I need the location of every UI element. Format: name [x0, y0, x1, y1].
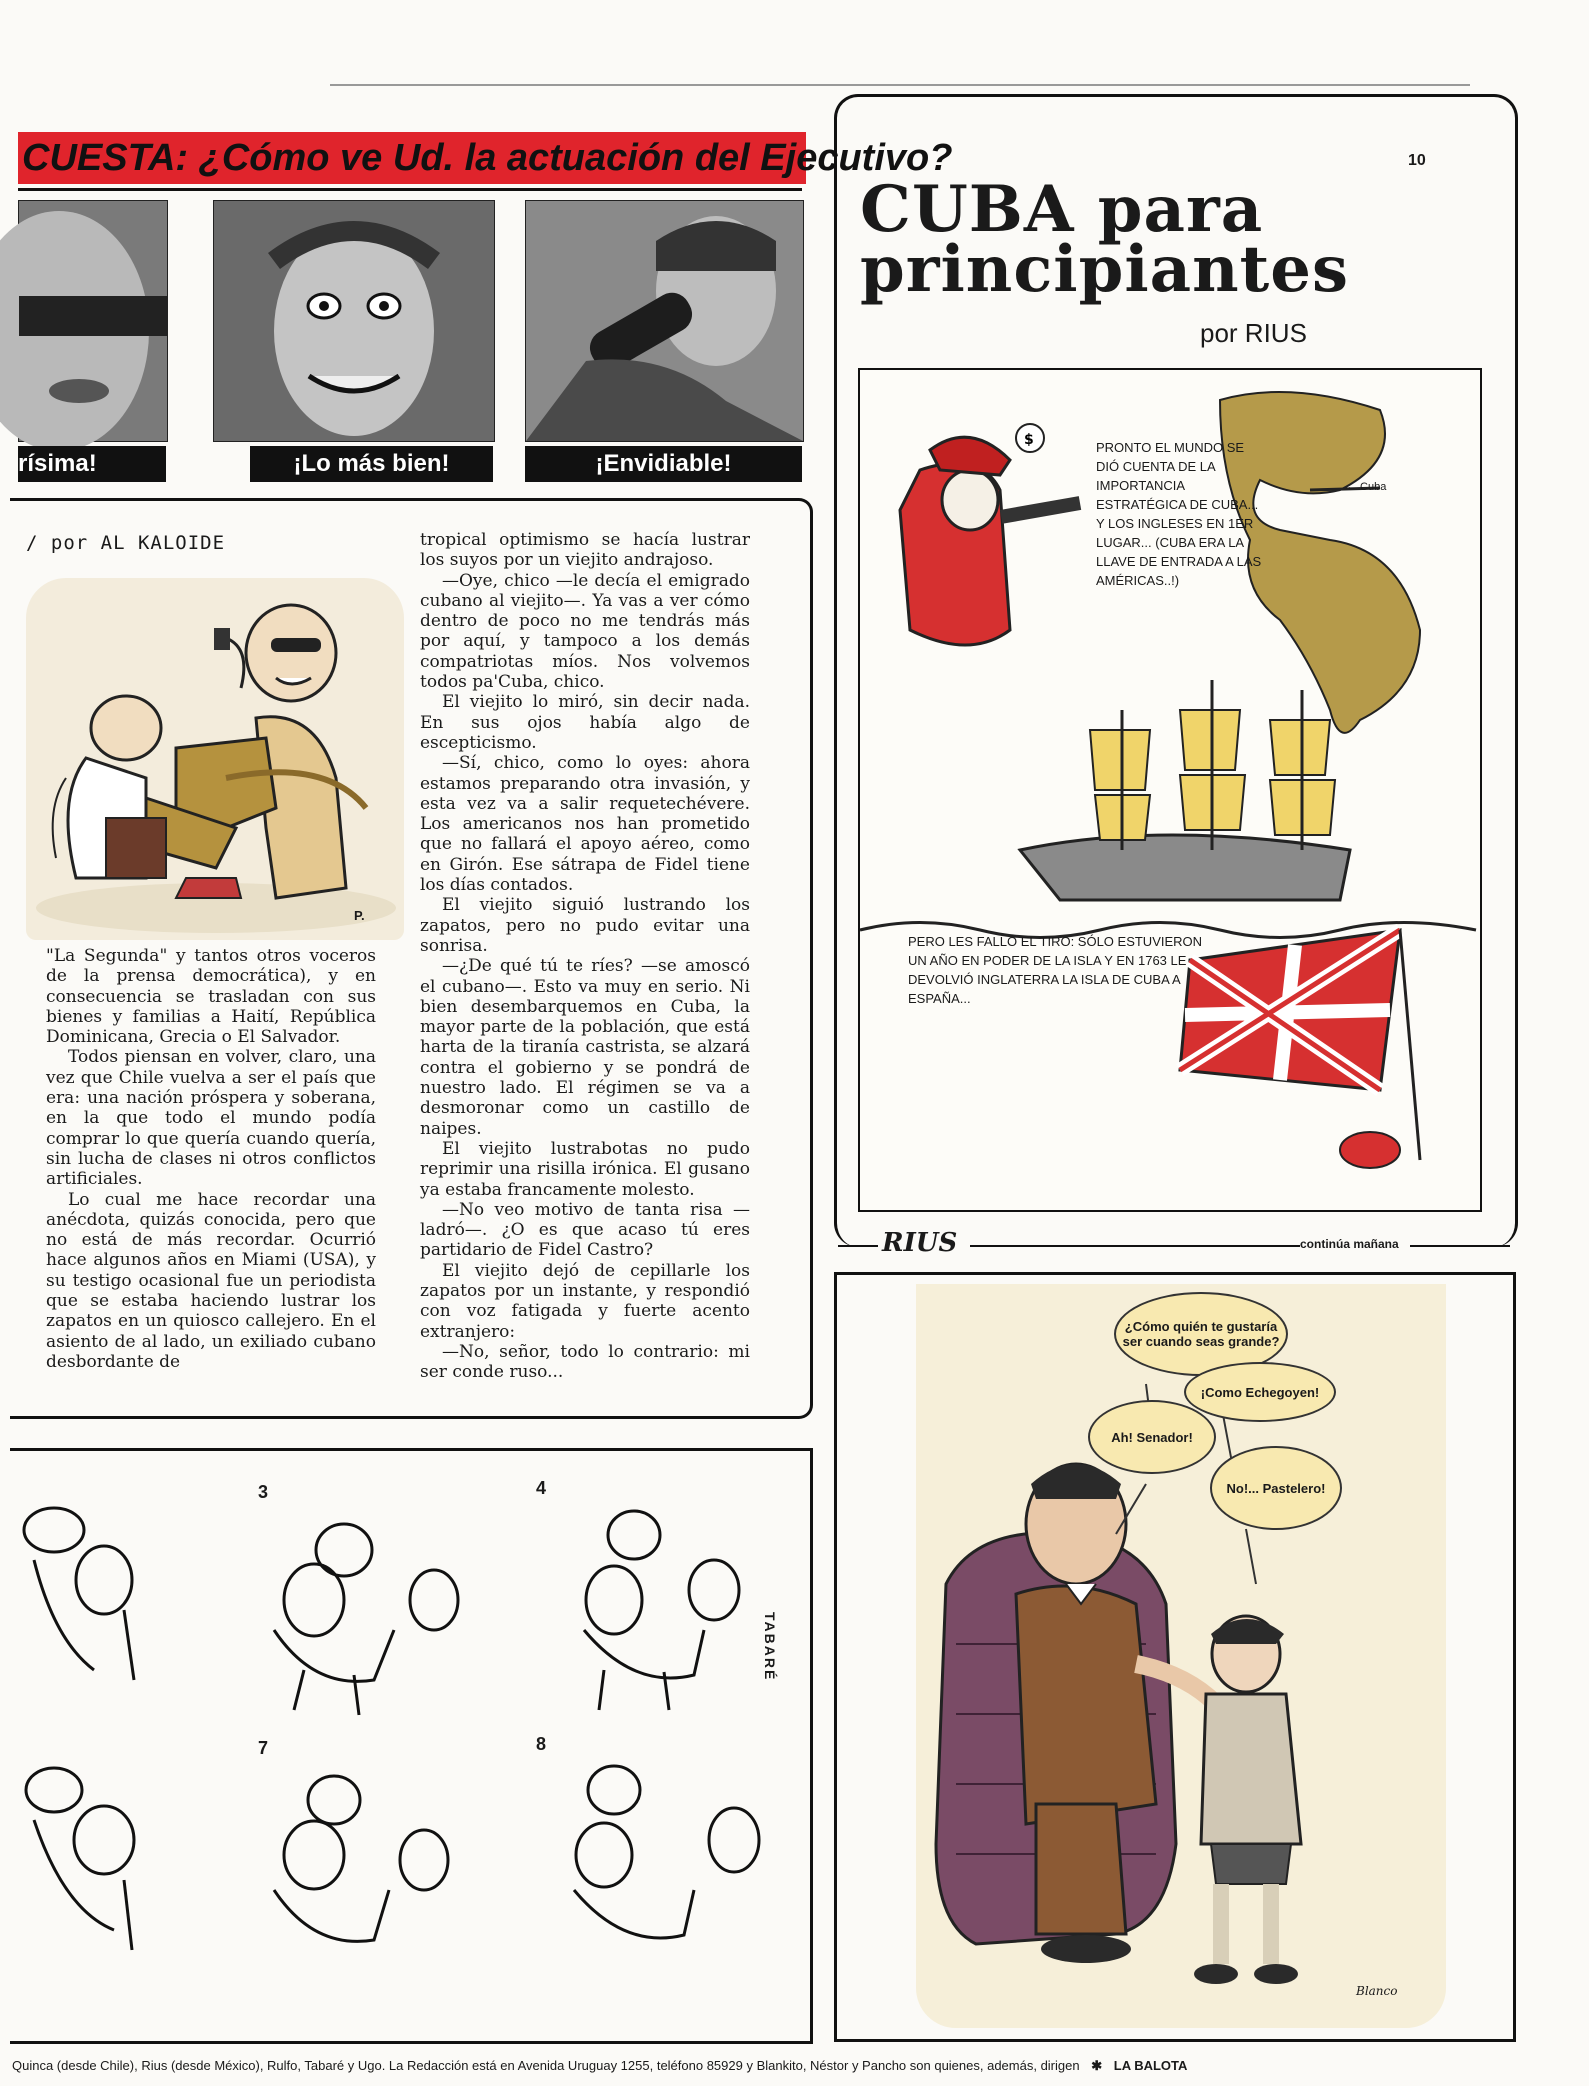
article-right-para-5: El viejito siguió lustrando los zapatos, pero no pudo evitar una sonrisa.: [420, 895, 750, 956]
article-left-para-3: Lo cual me hace recordar una anécdota, quizás conocida, pero que no está de más recordar. Ocurrió hace algunos años en Miami (USA), y su testigo ocasional fue un periodista que se estaba haciendo lustrar los zapatos en un quiosco callejero. En el asiento de al lado, un exiliado cubano desbordante de: [46, 1189, 376, 1372]
strip-drawings: [14, 1460, 804, 2030]
cuba-signature: RIUS: [882, 1228, 958, 1258]
top-rule: [330, 84, 1470, 86]
article-right-para-8: —No veo motivo de tanta risa —ladró—. ¿O es que acaso tú eres partidario de Fidel Castro?: [420, 1199, 750, 1261]
footer-star-icon: ✱: [1091, 2058, 1103, 2073]
cuba-rule-2: [970, 1245, 1300, 1247]
strip-number-8: 8: [536, 1734, 547, 1754]
right-cartoon-bubble-1: ¿Cómo quién te gustaría ser cuando seas grande?: [1114, 1292, 1288, 1376]
encuesta-photo-2: [213, 200, 495, 442]
footer-brand: LA BALOTA: [1113, 2058, 1188, 2073]
cuba-text-1: PRONTO EL MUNDO SE DIÓ CUENTA DE LA IMPORTANCIA ESTRATÉGICA DE CUBA... Y LOS INGLESES EN 1ER LUGAR... (CUBA ERA LA LLAVE DE ENTRADA A LAS AMÉRICAS..!): [1096, 440, 1262, 588]
article-left-para-1: "La Segunda" y tantos otros voceros de la prensa democrática), y en consecuencia se trasladan con sus bienes y familias a Haití, República Dominicana, Grecia o El Salvador.: [46, 946, 376, 1048]
right-cartoon-bubble-2: ¡Como Echegoyen!: [1184, 1362, 1336, 1422]
encuesta-title: CUESTA: ¿Cómo ve Ud. la actuación del Ejecutivo?: [22, 137, 953, 179]
article-right-para-2: —Oye, chico —le decía el emigrado cubano al viejito—. Ya vas a ver cómo dentro de poco no me tendrás más por aquí, y tampoco a los demás compatriotas míos. Nos volvemos todos pa'Cuba, chico.: [420, 570, 750, 693]
article-right-para-3: El viejito lo miró, sin decir nada. En sus ojos había algo de escepticismo.: [420, 692, 750, 753]
cuba-rule: [838, 1245, 878, 1247]
shoeshine-cartoon-signature: P.: [354, 908, 365, 923]
encuesta-caption-3: ¡Envidiable!: [525, 446, 802, 482]
cuba-title: [860, 172, 1349, 307]
right-cartoon-signature: Blanco: [1356, 1984, 1398, 1998]
footer-credits: Quinca (desde Chile), Rius (desde México), Rulfo, Tabaré y Ugo. La Redacción está en Avenida Uruguay 1255, teléfono 85929 y Blankito, Néstor y Pancho son quienes, además, dirigen: [12, 2058, 1080, 2073]
cuba-text-2: PERO LES FALLÓ EL TIRO: SÓLO ESTUVIERON UN AÑO EN PODER DE LA ISLA Y EN 1763 LE DEVOLVIÓ INGLATERRA LA ISLA DE CUBA A ESPAÑA...: [908, 934, 1203, 1006]
cuba-title-line-2: principiantes: [860, 232, 1349, 307]
encuesta-caption-2: ¡Lo más bien!: [250, 446, 493, 482]
cuba-author: por RIUS: [1200, 318, 1307, 348]
article-right-para-4: —Sí, chico, como lo oyes: ahora estamos preparando otra invasión, y esta vez va a salir requetechévere. Los americanos nos han prometido que no fallará el apoyo aéreo, como en Girón. Ese sátrapa de Fidel tiene los días contados.: [420, 753, 750, 896]
article-right-para-9: El viejito dejó de cepillarle los zapatos por un instante, y respondió con voz fatigada y fuerte acento extranjero:: [420, 1260, 750, 1342]
article-right-para-7: El viejito lustrabotas no pudo reprimir una risilla irónica. El gusano ya estaba francamente molesto.: [420, 1138, 750, 1200]
article-right-para-10: —No, señor, todo lo contrario: mi ser conde ruso...: [420, 1341, 750, 1383]
encuesta-caption-1: rísima!: [18, 446, 166, 482]
article-byline: / por AL KALOIDE: [26, 532, 226, 554]
strip-signature: TABARÉ: [762, 1612, 778, 1682]
encuesta-rule: [18, 188, 802, 191]
encuesta-banner: [18, 132, 953, 184]
cuba-title-line-1: CUBA para: [860, 172, 1264, 247]
strip-number-4: 4: [536, 1478, 547, 1498]
article-right-para-1: tropical optimismo se hacía lustrar los suyos por un viejito andrajoso.: [420, 530, 750, 571]
encuesta-photo-3: [525, 200, 804, 442]
right-cartoon-bubble-4: No!... Pastelero!: [1210, 1446, 1342, 1530]
cuba-page-number: 10: [1408, 152, 1426, 169]
article-right-para-6: —¿De qué tú te ríes? —se amoscó el cubano—. Esto va muy en serio. Ni bien desembarquemos en Cuba, la mayor parte de la población, que está harta de la tiranía castrista, se alzará contra el gobierno y se pondrá de nuestro lado. El régimen se va a desmoronar como un castillo de naipes.: [420, 956, 750, 1139]
right-cartoon-bubble-3: Ah! Senador!: [1088, 1400, 1216, 1474]
right-cartoon: [916, 1284, 1446, 2028]
article-left-para-2: Todos piensan en volver, claro, una vez que Chile vuelva a ser el país que era: una nación próspera y soberana, en la que todo el mundo podía comprar lo que quería cuando quería, sin lucha de clases ni otros conflictos artificiales.: [46, 1047, 376, 1190]
strip-number-3: 3: [258, 1482, 269, 1502]
article-right-column: [420, 530, 750, 1382]
encuesta-photo-1: [18, 200, 168, 442]
strip-number-7: 7: [258, 1738, 269, 1758]
svg-text:$: $: [1024, 432, 1034, 448]
cuba-continua: continúa mañana: [1300, 1237, 1399, 1251]
shoeshine-cartoon: [26, 578, 404, 940]
cuba-rule-3: [1410, 1245, 1510, 1247]
footer-text: [12, 2058, 1472, 2074]
article-left-column: [46, 946, 376, 1372]
cuba-map-label: ← Cuba: [1346, 481, 1387, 493]
